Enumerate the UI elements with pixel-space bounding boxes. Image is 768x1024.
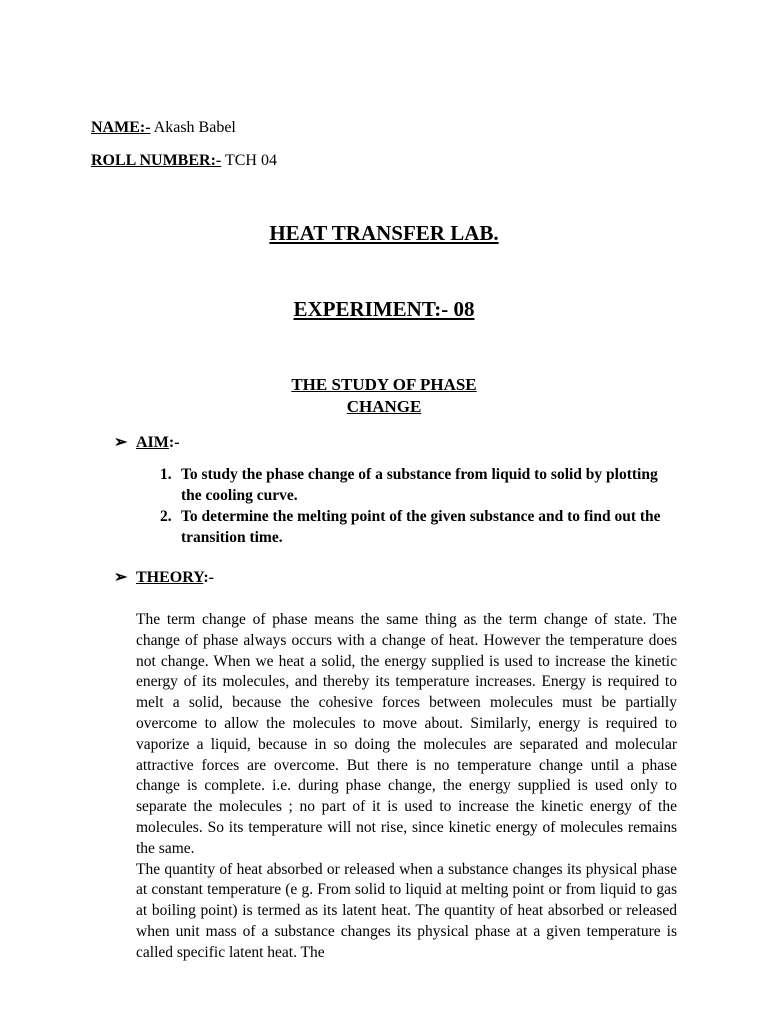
roll-number-separator: :- (210, 152, 222, 169)
aim-list (160, 464, 680, 548)
experiment-heading: EXPERIMENT:- 08 (293, 297, 475, 321)
lab-heading: HEAT TRANSFER LAB. (269, 221, 499, 245)
aim-item-number: 1. (160, 466, 172, 483)
student-name-line (91, 118, 236, 138)
aim-label: AIM (136, 434, 169, 451)
theory-paragraph-2: The quantity of heat absorbed or released when a substance changes its physical phase at constant temperature (e g. From solid to liquid at melting point or from liquid to gas at boiling point) is termed as its latent heat. The quantity of heat absorbed or released when unit mass of a substance changes its physical phase at a given temperature is called specific latent heat. The (136, 860, 677, 961)
roll-number-value: TCH 04 (221, 152, 277, 169)
arrow-bullet-icon: ➢ (114, 569, 128, 586)
roll-number-line (91, 151, 277, 171)
aim-item-2 (160, 506, 680, 548)
theory-body (136, 610, 677, 964)
aim-section-heading (114, 433, 180, 453)
roll-number-label: ROLL NUMBER (91, 152, 211, 169)
theory-section-heading (114, 568, 214, 588)
arrow-bullet-icon: ➢ (114, 434, 128, 451)
aim-item-number: 2. (160, 508, 172, 525)
theory-paragraph-1: The term change of phase means the same thing as the term change of state. The change of phase always occurs with a change of heat. However the temperature does not change. When we heat a solid, the energy supplied is used to increase the kinetic energy of its molecules, and thereby its temperature increases. Energy is required to melt a solid, because the cohesive forces between molecules must be partially overcome to allow the molecules to move about. Similarly, energy is required to vaporize a liquid, because in so doing the molecules are separated and molecular attractive forces are overcome. But there is no temperature change until a phase change is complete. i.e. during phase change, the energy supplied is used only to separate the molecules ; no part of it is used to increase the kinetic energy of the molecules. So its temperature will not rise, since kinetic energy of molecules remains the same. (136, 611, 677, 857)
experiment-title-line1: THE STUDY OF PHASE (291, 375, 477, 394)
theory-label: THEORY (136, 569, 204, 586)
aim-item-text: To study the phase change of a substance from liquid to solid by plotting the cooling curve. (181, 466, 658, 504)
aim-item-1 (160, 464, 680, 506)
theory-separator: :- (203, 569, 214, 586)
name-value: Akash Babel (150, 119, 236, 136)
aim-item-text: To determine the melting point of the given substance and to find out the transition time. (181, 508, 661, 546)
name-label: NAME (91, 119, 140, 136)
name-separator: :- (139, 119, 151, 136)
experiment-title (0, 374, 768, 418)
experiment-title-line2: CHANGE (346, 397, 422, 416)
aim-separator: :- (168, 434, 180, 451)
